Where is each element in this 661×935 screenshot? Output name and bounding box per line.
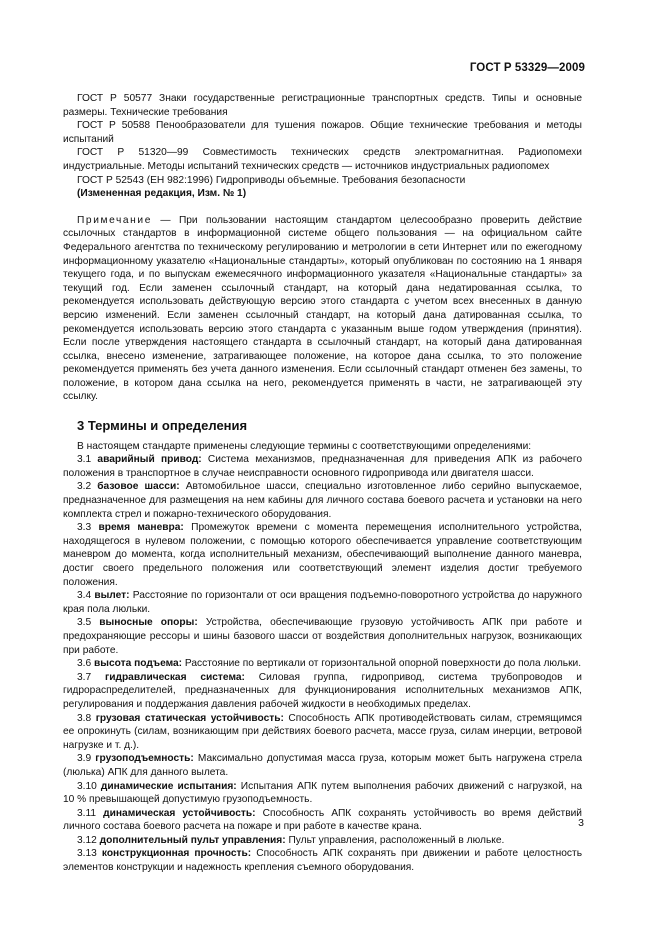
term-text: Пульт управления, расположенный в люльке. [285,834,505,846]
document-header-code: ГОСТ Р 53329—2009 [469,62,585,74]
term-definition [63,657,582,671]
term-name: динамические испытания: [100,780,237,792]
term-definition [63,671,582,712]
term-text: Максимально допустимая масса груза, которым может быть нагружена стрела (люлька) АПК для данного вылета. [63,753,582,778]
term-name: грузовая статическая устойчивость: [95,712,284,724]
term-number: 3.12 [77,834,100,846]
reference-note [63,214,582,404]
amendment-note: (Измененная редакция, Изм. № 1) [77,188,247,200]
term-definition [63,847,582,874]
term-text: Промежуток времени с момента перемещения исполнительного устройства, находящегося в нулевом положении, с помощью которого обеспечивается управление соответствующим маневром до момента, когда исполнительный механизм, обеспечивающий выполнение данного маневра, достиг своего предельного положения или соответствующий элемент изделия достиг требуемого положения. [63,522,582,588]
reference-item: ГОСТ Р 52543 (ЕН 982:1996) Гидроприводы объемные. Требования безопасности [77,174,466,186]
reference-item: ГОСТ Р 50577 Знаки государственные регистрационные транспортных средств. Типы и основные размеры. Технические требования [63,93,582,118]
term-text: Испытания АПК путем выполнения рабочих движений с нагрузкой, на 10 % превышающей допустимую грузоподъемность. [63,780,582,806]
term-definition [63,521,582,589]
note-text: — При пользовании настоящим стандартом целесообразно проверить действие ссылочных стандартов в информационной системе общего пользования — на официальном сайте Федерального агентства по техническому регулированию и метрологии в сети Интернет или по ежегодному информационному указателю «Национальные стандарты», который опубликован по состоянию на 1 января текущего года, и по выпускам ежемесячного информационного указателя «Национальные стандарты» за текущий год. Если заменен ссылочный стандарт, на который дана недатированная ссылка, то рекомендуется использовать действующую версию этого стандарта с учетом всех внесенных в данную версию изменений. Если заменен ссылочный стандарт, на который дана датированная ссылка, то рекомендуется использовать версию этого стандарта с указанным выше годом утверждения (принятия). Если после утверждения настоящего стандарта в ссылочный стандарт, на который дана датированная ссылка, внесено изменение, затрагивающее положение, на которое дана ссылка, то это положение рекомендуется применять без учета данного изменения. Если ссылочный стандарт отменен без замены, то положение, в котором дана ссылка на него, рекомендуется применять в части, не затрагивающей эту ссылку. [63,214,582,403]
term-name: конструкционная прочность: [101,848,252,860]
term-text: Силовая группа, гидропривод, система трубопроводов и гидрораспределителей, предназначенных для функционирования исполнительных механизмов АПК, регулирования и поддержания давления рабочей жидкости в необходимых пределах. [63,671,583,710]
term-number: 3.11 [77,807,104,819]
term-definition [63,616,582,657]
section-intro: В настоящем стандарте применены следующие термины с соответствующими определениями: [77,440,532,452]
term-number: 3.5 [77,617,100,629]
page-number: 3 [578,817,584,829]
term-name: дополнительный пульт управления: [99,834,286,846]
term-text: Способность АПК сохранять устойчивость во время действий личного состава боевого расчета на пожаре и при работе в качестве крана. [63,807,582,833]
term-definition [63,589,582,616]
term-number: 3.13 [77,848,102,860]
term-text: Расстояние по горизонтали от оси вращения подъемно-поворотного устройства до наружного края пола люльки. [63,590,582,615]
reference-item: ГОСТ Р 50588 Пенообразователи для тушения пожаров. Общие технические требования и методы испытаний [63,120,582,145]
term-definition [63,453,582,480]
term-name: гидравлическая система: [104,671,245,683]
page-content [63,92,582,875]
note-label: Примечание [77,214,152,226]
term-text: Автомобильное шасси, специально изготовленное либо серийно выпускаемое, предназначенное для размещения на нем кабины для личного состава боевого расчета и установки на него комплекта стрел и пожарно-технического оборудования. [63,481,582,520]
term-number: 3.7 [77,671,105,683]
term-number: 3.9 [77,753,96,765]
term-definition [63,807,582,834]
term-number: 3.1 [77,454,98,466]
term-name: грузоподъемность: [95,753,194,765]
reference-item: ГОСТ Р 51320—99 Совместимость технических средств электромагнитная. Радиопомехи индустриальные. Методы испытаний технических средств — источников индустриальных радиопомех [63,147,582,172]
term-name: базовое шасси: [97,481,180,493]
term-name: динамическая устойчивость: [103,807,256,819]
term-name: время маневра: [98,522,184,534]
term-definition [63,834,582,848]
term-definition [63,780,582,807]
term-definition [63,712,582,753]
term-name: аварийный привод: [97,454,202,466]
term-text: Расстояние по вертикали от горизонтальной опорной поверхности до пола люльки. [182,658,582,670]
term-number: 3.3 [77,522,99,534]
term-text: Способность АПК сохранять при движении и работе целостность элементов конструкции и надежность крепления съемного оборудования. [63,848,582,874]
term-number: 3.4 [77,590,95,602]
term-number: 3.8 [77,712,96,724]
term-name: выносные опоры: [99,617,198,629]
term-name: высота подъема: [94,658,183,670]
term-definition [63,480,582,521]
term-text: Система механизмов, предназначенная для приведения АПК из рабочего положения в транспортное в случае неисправности основного гидропривода или двигателя шасси. [63,454,582,479]
section-title: 3 Термины и определения [77,418,248,434]
term-definition [63,752,582,779]
term-name: вылет: [94,590,130,602]
term-text: Устройства, обеспечивающие грузовую устойчивость АПК при работе и предохраняющие рессоры и шины базового шасси от воздействия дополнительных нагрузок, возникающих при работе. [63,617,582,656]
term-number: 3.10 [77,780,101,792]
term-number: 3.6 [77,658,94,670]
term-number: 3.2 [77,481,98,493]
term-text: Способность АПК противодействовать силам, стремящимся ее опрокинуть (силам, возникающим при действиях боевого расчета, массе груза, силам инерции, ветровой нагрузке и т. д.). [63,712,582,751]
